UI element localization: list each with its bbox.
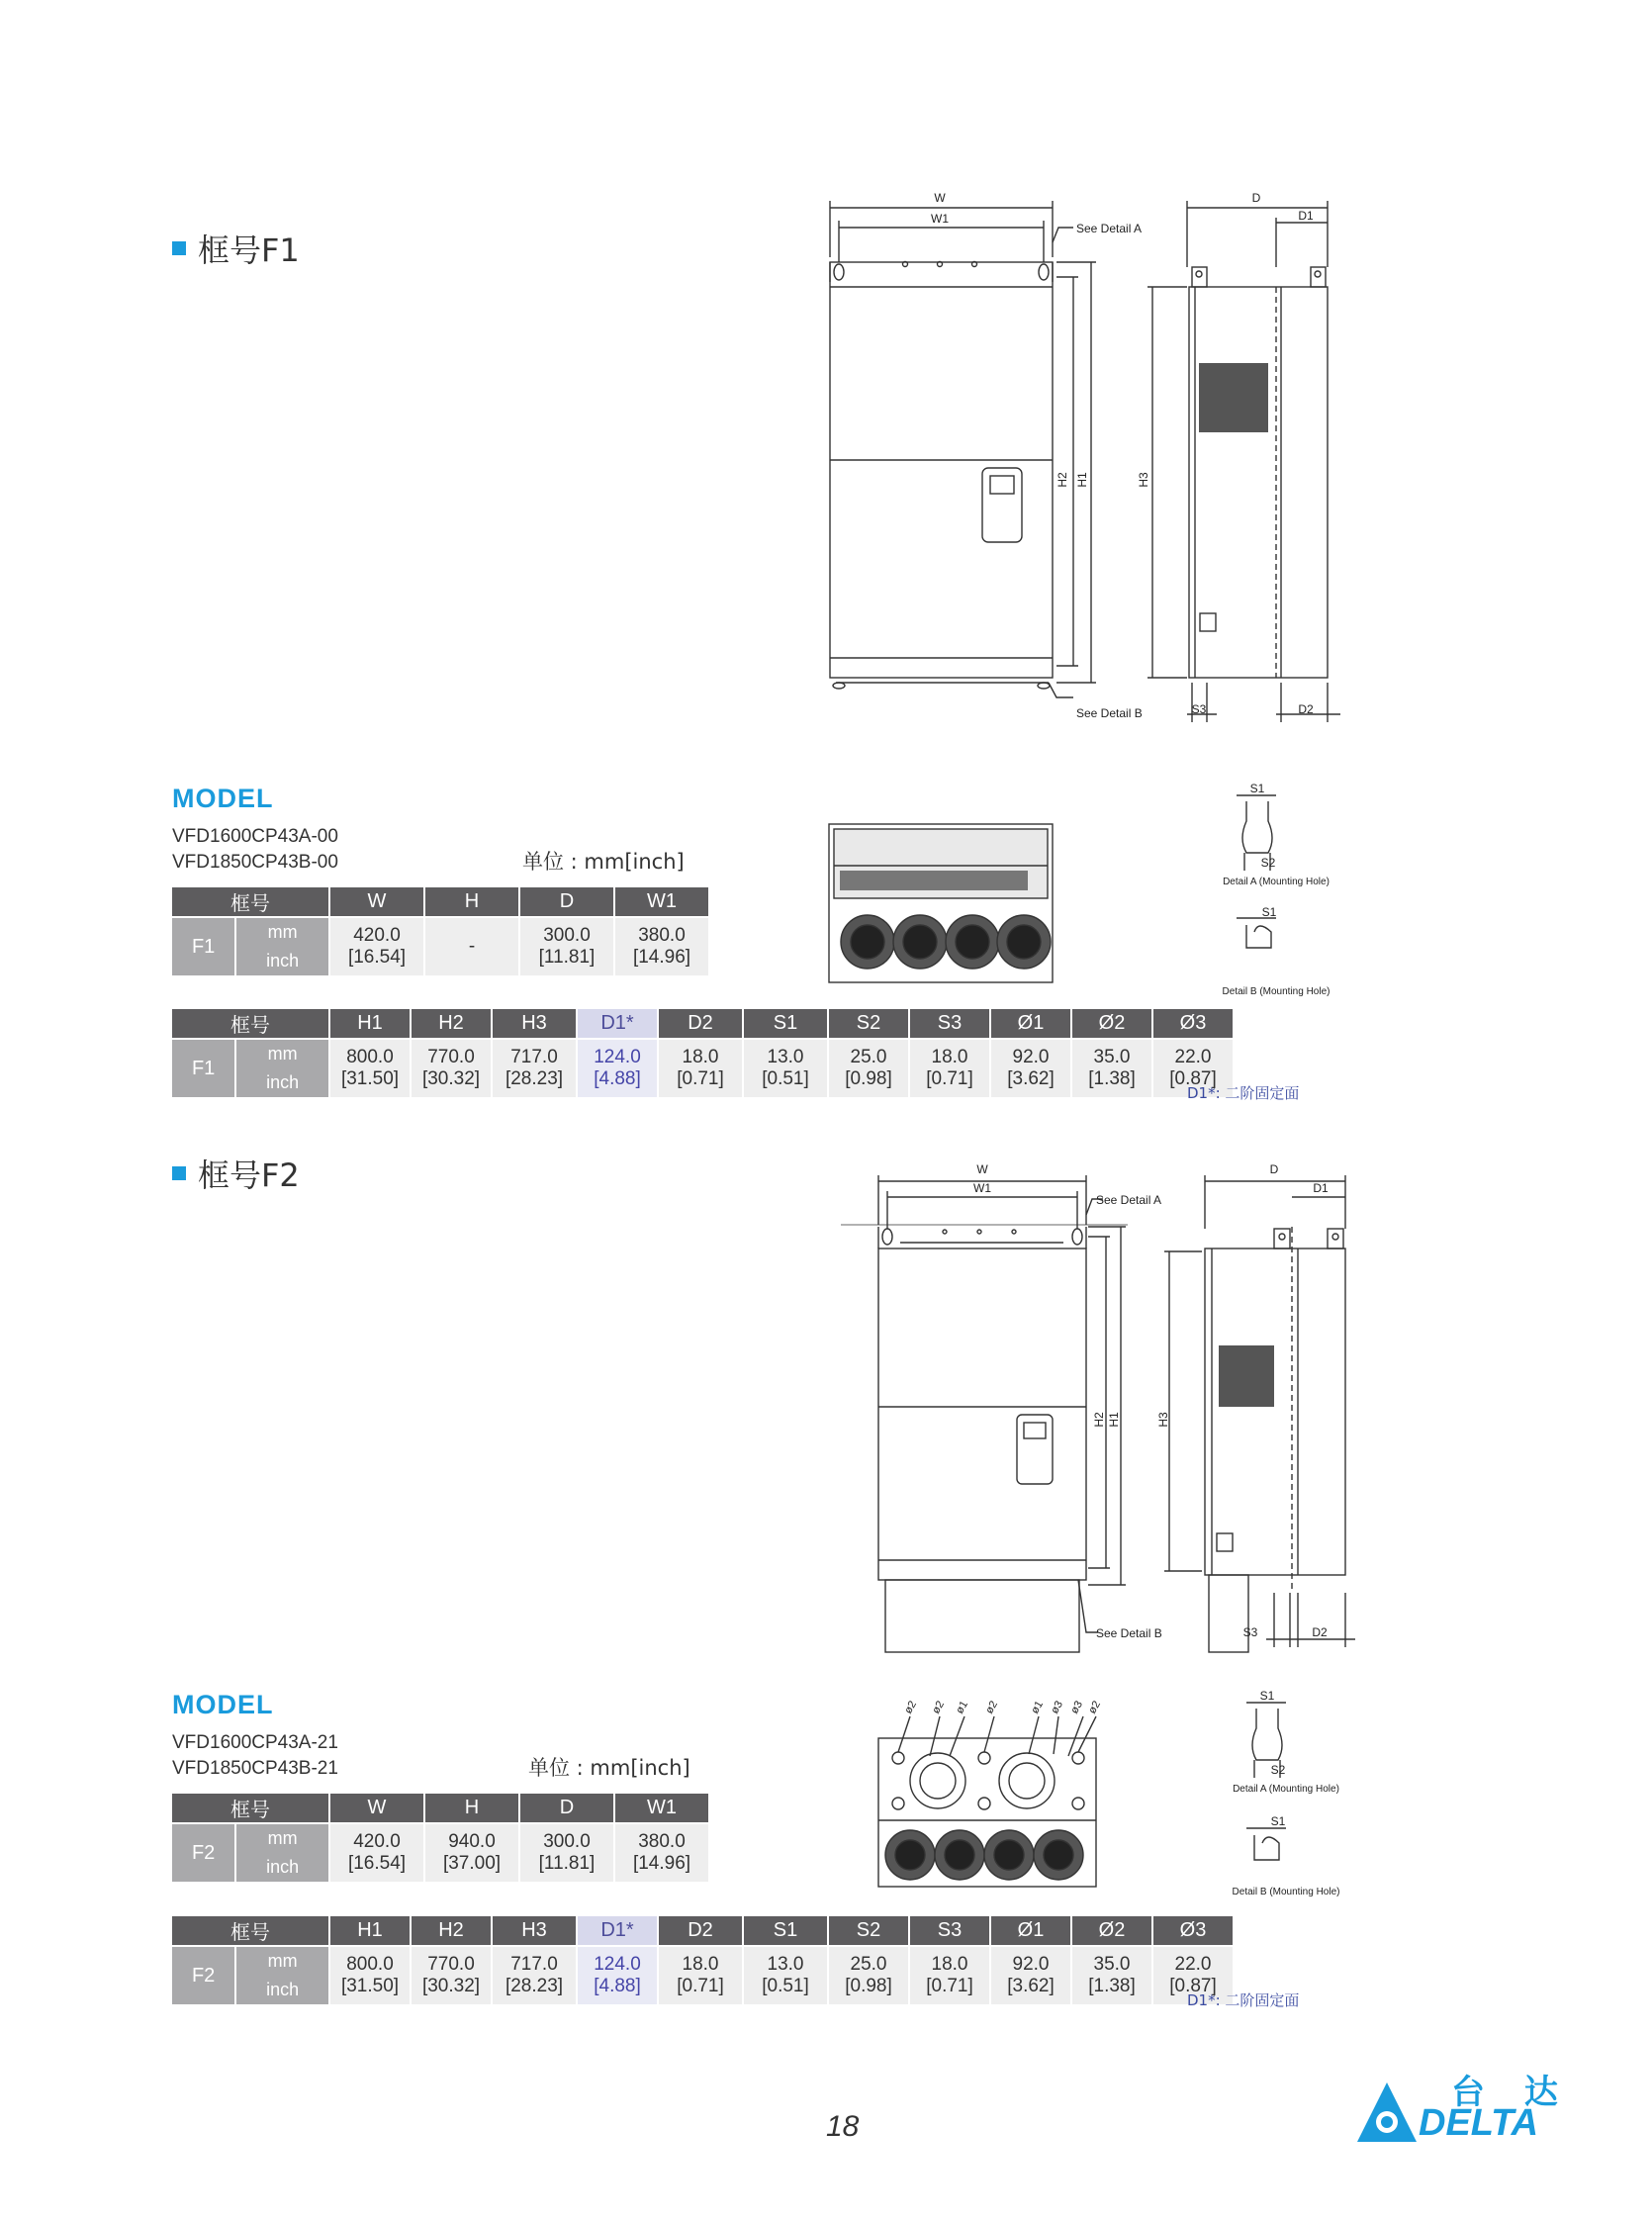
value-cell: 35.0 [1.38] bbox=[1072, 1947, 1151, 2004]
dim-h3-label: H3 bbox=[1156, 1412, 1170, 1428]
frame-cell: F1 bbox=[172, 1040, 234, 1097]
dim-w-label: W bbox=[934, 191, 946, 205]
see-detail-b-label: See Detail B bbox=[1096, 1626, 1162, 1640]
value-cell: 25.0 [0.98] bbox=[829, 1947, 908, 2004]
detail-b-s1-label: S1 bbox=[1270, 1814, 1286, 1828]
table-header: 框号 bbox=[172, 1916, 328, 1945]
f2-dimension-table-1: 框号 W H D W1 F2 mm inch 420.0 [16.54] 940.0 [37.00] 300.0 [11.81] 380.0 [14.96] bbox=[170, 1792, 710, 1884]
table-header: 框号 bbox=[172, 887, 328, 916]
dim-w1-label: W1 bbox=[931, 212, 949, 226]
value-cell: 420.0 [16.54] bbox=[330, 918, 423, 975]
value-cell: 380.0 [14.96] bbox=[615, 1824, 708, 1882]
dim-h1-label: H1 bbox=[1075, 472, 1089, 488]
logo-en-text: DELTA bbox=[1419, 2102, 1539, 2144]
note-d1-f1: D1*: 二阶固定面 bbox=[1187, 1084, 1300, 1102]
value-cell: 22.0 [0.87] bbox=[1153, 1040, 1233, 1097]
value-cell: 380.0 [14.96] bbox=[615, 918, 708, 975]
table-header: 框号 bbox=[172, 1794, 328, 1822]
see-detail-b-label: See Detail B bbox=[1076, 706, 1143, 720]
dim-h3-label: H3 bbox=[1137, 472, 1150, 488]
value-cell: 800.0 [31.50] bbox=[330, 1947, 410, 2004]
detail-b-caption: Detail B (Mounting Hole) bbox=[1232, 1887, 1340, 1897]
dim-h2-label: H2 bbox=[1092, 1412, 1106, 1428]
value-cell: 300.0 [11.81] bbox=[520, 1824, 613, 1882]
dim-d1-label: D1 bbox=[1313, 1181, 1329, 1195]
value-cell: 18.0 [0.71] bbox=[910, 1040, 989, 1097]
model-name-2: VFD1850CP43B-00 bbox=[172, 852, 338, 873]
table-header: D bbox=[520, 887, 613, 916]
value-cell: 124.0 [4.88] bbox=[578, 1040, 657, 1097]
svg-text:ø3: ø3 bbox=[1068, 1699, 1086, 1716]
model-name-2: VFD1850CP43B-21 bbox=[172, 1758, 338, 1779]
model-name-1: VFD1600CP43A-21 bbox=[172, 1732, 338, 1753]
dim-d2-label: D2 bbox=[1298, 702, 1314, 716]
value-cell: 800.0 [31.50] bbox=[330, 1040, 410, 1097]
value-cell: 770.0 [30.32] bbox=[412, 1947, 491, 2004]
delta-logo bbox=[1357, 2065, 1575, 2144]
value-cell: 124.0 [4.88] bbox=[578, 1947, 657, 2004]
detail-a-s2-label: S2 bbox=[1260, 856, 1276, 870]
value-cell: 13.0 [0.51] bbox=[744, 1947, 827, 2004]
dim-s3-label: S3 bbox=[1242, 1625, 1258, 1639]
detail-a-s1-label: S1 bbox=[1249, 782, 1265, 795]
table-row bbox=[172, 1040, 1233, 1097]
see-detail-a-label: See Detail A bbox=[1076, 222, 1143, 235]
svg-text:ø2: ø2 bbox=[902, 1699, 920, 1716]
unit-label-f1: 单位 : mm[inch] bbox=[522, 850, 685, 874]
detail-b-caption: Detail B (Mounting Hole) bbox=[1222, 986, 1331, 997]
dim-s3-label: S3 bbox=[1191, 702, 1207, 716]
note-d1-f2: D1*: 二阶固定面 bbox=[1187, 1991, 1300, 2009]
value-cell: 25.0 [0.98] bbox=[829, 1040, 908, 1097]
unit-cell: mm inch bbox=[236, 1947, 328, 2004]
svg-text:ø2: ø2 bbox=[1086, 1699, 1104, 1716]
f2-dimension-table-2: 框号 H1 H2 H3 D1* D2 S1 S2 S3 Ø1 Ø2 Ø3 F2 mm inch 800.0 [31.50] 770.0 [30.32] 717.0 [28.23] 124.0 [4.88] 18.0 [0.71] 13.0 [0.51] 25.0 [0.98] 18.0 [0.71] 92.0 [3.62] 35.0 [1.38] 22.0 [0.87] bbox=[170, 1914, 1235, 2006]
value-cell: 300.0 [11.81] bbox=[520, 918, 613, 975]
detail-a-caption: Detail A (Mounting Hole) bbox=[1233, 1784, 1339, 1795]
table-header: 框号 bbox=[172, 1009, 328, 1038]
dim-w-label: W bbox=[976, 1162, 988, 1176]
frame-cell: F2 bbox=[172, 1824, 234, 1882]
table-header: H bbox=[425, 887, 518, 916]
dim-h2-label: H2 bbox=[1055, 472, 1069, 488]
f1-detail-drawings bbox=[1197, 782, 1355, 999]
value-cell: 92.0 [3.62] bbox=[991, 1947, 1070, 2004]
table-header: W bbox=[330, 887, 423, 916]
f2-dimension-drawing bbox=[841, 1157, 1375, 1692]
dim-w1-label: W1 bbox=[973, 1181, 991, 1195]
section-title-f1: 框号F1 bbox=[172, 226, 300, 271]
dim-h1-label: H1 bbox=[1107, 1412, 1121, 1428]
detail-a-s2-label: S2 bbox=[1270, 1763, 1286, 1777]
value-cell: 940.0 [37.00] bbox=[425, 1824, 518, 1882]
frame-cell: F2 bbox=[172, 1947, 234, 2004]
dim-d-label: D bbox=[1251, 191, 1261, 205]
table-row bbox=[172, 918, 708, 975]
bullet-square-icon bbox=[172, 1166, 186, 1180]
value-cell: 92.0 [3.62] bbox=[991, 1040, 1070, 1097]
unit-cell: mm inch bbox=[236, 1824, 328, 1882]
unit-label-f2: 单位 : mm[inch] bbox=[528, 1756, 690, 1780]
value-cell: 770.0 [30.32] bbox=[412, 1040, 491, 1097]
table-row bbox=[172, 1947, 1233, 2004]
svg-text:ø3: ø3 bbox=[1049, 1699, 1066, 1716]
logo-cn-text: 台 达 bbox=[1451, 2073, 1572, 2112]
svg-text:ø2: ø2 bbox=[983, 1699, 1001, 1716]
value-cell: 13.0 [0.51] bbox=[744, 1040, 827, 1097]
value-cell: 420.0 [16.54] bbox=[330, 1824, 423, 1882]
dim-d-label: D bbox=[1269, 1162, 1279, 1176]
f1-dimension-table-1 bbox=[170, 885, 710, 977]
value-cell: 22.0 [0.87] bbox=[1153, 1947, 1233, 2004]
frame-cell: F1 bbox=[172, 918, 234, 975]
table-row bbox=[172, 1824, 708, 1882]
model-name-1: VFD1600CP43A-00 bbox=[172, 826, 338, 847]
detail-a-caption: Detail A (Mounting Hole) bbox=[1223, 877, 1330, 887]
value-cell: 18.0 [0.71] bbox=[910, 1947, 989, 2004]
svg-text:ø2: ø2 bbox=[930, 1699, 948, 1716]
value-cell: 717.0 [28.23] bbox=[493, 1040, 576, 1097]
model-heading-f1: MODEL bbox=[172, 784, 274, 813]
f1-dimension-table-2: 框号 H1 H2 H3 D1* D2 S1 S2 S3 Ø1 Ø2 Ø3 F1 mm inch 800.0 [31.50] 770.0 [30.32] 717.0 [28.23] 124.0 [4.88] 18.0 [0.71] 13.0 [0.51] 25.0 [0.98] 18.0 [0.71] 92.0 [3.62] 35.0 [1.38] 22.0 [0.87] bbox=[170, 1007, 1235, 1099]
f2-bottom-view-drawing bbox=[871, 1697, 1118, 1890]
f1-dimension-drawing bbox=[811, 183, 1385, 732]
value-cell: 18.0 [0.71] bbox=[659, 1040, 742, 1097]
detail-b-s1-label: S1 bbox=[1261, 905, 1277, 919]
dim-d2-label: D2 bbox=[1312, 1625, 1328, 1639]
bullet-square-icon bbox=[172, 241, 186, 255]
section-title-f2: 框号F2 bbox=[172, 1151, 300, 1196]
f1-bottom-view-drawing bbox=[826, 821, 1055, 984]
value-cell: 35.0 [1.38] bbox=[1072, 1040, 1151, 1097]
page-number: 18 bbox=[826, 2110, 860, 2143]
svg-text:ø1: ø1 bbox=[954, 1699, 971, 1716]
model-heading-f2: MODEL bbox=[172, 1690, 274, 1719]
see-detail-a-label: See Detail A bbox=[1096, 1193, 1162, 1207]
f2-detail-drawings bbox=[1212, 1687, 1360, 1904]
value-cell: 18.0 [0.71] bbox=[659, 1947, 742, 2004]
unit-cell: mm inch bbox=[236, 1040, 328, 1097]
dim-d1-label: D1 bbox=[1298, 209, 1314, 223]
svg-text:ø1: ø1 bbox=[1029, 1699, 1047, 1716]
unit-cell: mm inch bbox=[236, 918, 328, 975]
table-header: W1 bbox=[615, 887, 708, 916]
value-cell: 717.0 [28.23] bbox=[493, 1947, 576, 2004]
value-cell: - bbox=[425, 918, 518, 975]
detail-a-s1-label: S1 bbox=[1259, 1689, 1275, 1703]
